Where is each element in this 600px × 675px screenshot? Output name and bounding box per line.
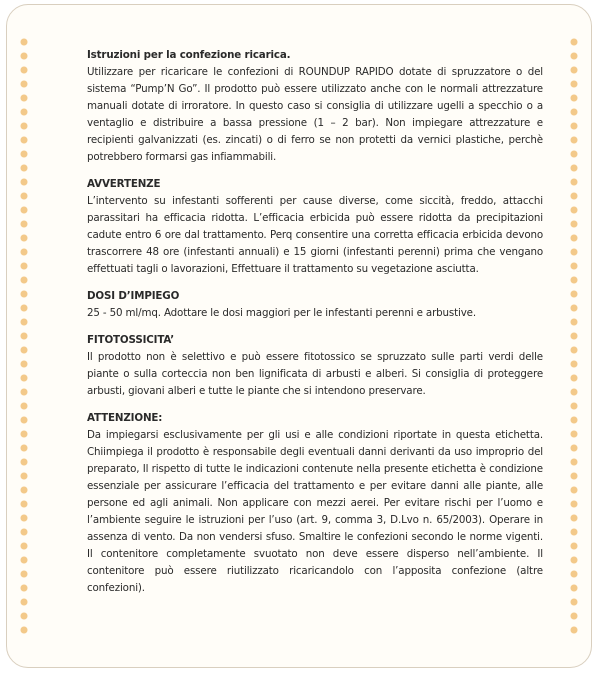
section-attention	[87, 410, 543, 597]
section-heading: FITOTOSSICITA’	[87, 334, 175, 346]
section-warnings	[87, 176, 543, 278]
section-refill-instructions	[87, 47, 543, 166]
section-heading: DOSI D’IMPIEGO	[87, 290, 180, 302]
section-dosage	[87, 288, 543, 322]
product-label	[6, 4, 592, 668]
section-heading: ATTENZIONE:	[87, 412, 163, 424]
section-heading: AVVERTENZE	[87, 178, 161, 190]
label-content	[87, 47, 543, 607]
section-phytotoxicity	[87, 332, 543, 400]
section-body: L’intervento su infestanti sofferenti per cause diverse, come siccità, freddo, attacchi parassitari ha efficacia ridotta. L’efficacia erbicida può essere ridotta da precipitazioni cadute entro 6 ore dal trattamento. Perq consentire una corretta efficacia erbicida devono trascorrere 48 ore (infestanti annuali) e 15 giorni (infestanti perenni) prima che vengano effettuati tagli o lavorazioni, Effettuare il trattamento su vegetazione asciutta.	[87, 195, 543, 275]
section-heading: Istruzioni per la confezione ricarica.	[87, 49, 291, 61]
right-dot-border	[567, 35, 581, 637]
section-body: Il prodotto non è selettivo e può essere fitotossico se spruzzato sulle parti verdi delle piante o sulla corteccia non ben lignificata di arbusti e alberi. Si consiglia di proteggere arbusti, giovani alberi e tutte le piante che si intendono preservare.	[87, 351, 543, 397]
left-dot-border	[17, 35, 31, 637]
section-body: Utilizzare per ricaricare le confezioni di ROUNDUP RAPIDO dotate di spruzzatore o del sistema “Pump’N Go”. Il prodotto può essere utilizzato anche con le normali attrezzature manuali dotate di irroratore. In questo caso si consiglia di utilizzare ugelli a specchio o a ventaglio e distribuire a bassa pressione (1 – 2 bar). Non impiegare attrezzature e recipienti galvanizzati (es. zincati) o di ferro se non protetti da vernici plastiche, perchè potrebbero formarsi gas infiammabili.	[87, 66, 543, 163]
section-body: Da impiegarsi esclusivamente per gli usi e alle condizioni riportate in questa etichetta. Chiimpiega il prodotto è responsabile degli eventuali danni derivanti da uso improprio del preparato, Il rispetto di tutte le indicazioni contenute nella presente etichetta è condizione essenziale per assicurare l’efficacia del trattamento e per evitare danni alle piante, alle persone ed agli animali. Non applicare con mezzi aerei. Per evitare rischi per l’uomo e l’ambiente seguire le istruzioni per l’uso (art. 9, comma 3, D.Lvo n. 65/2003). Operare in assenza di vento. Da non vendersi sfuso. Smaltire le confezioni secondo le norme vigenti. Il contenitore completamente svuotato non deve essere disperso nell’ambiente. Il contenitore può essere riutilizzato ricaricandolo con l’apposita confezione (altre confezioni).	[87, 429, 543, 594]
section-body: 25 - 50 ml/mq. Adottare le dosi maggiori per le infestanti perenni e arbustive.	[87, 307, 476, 319]
